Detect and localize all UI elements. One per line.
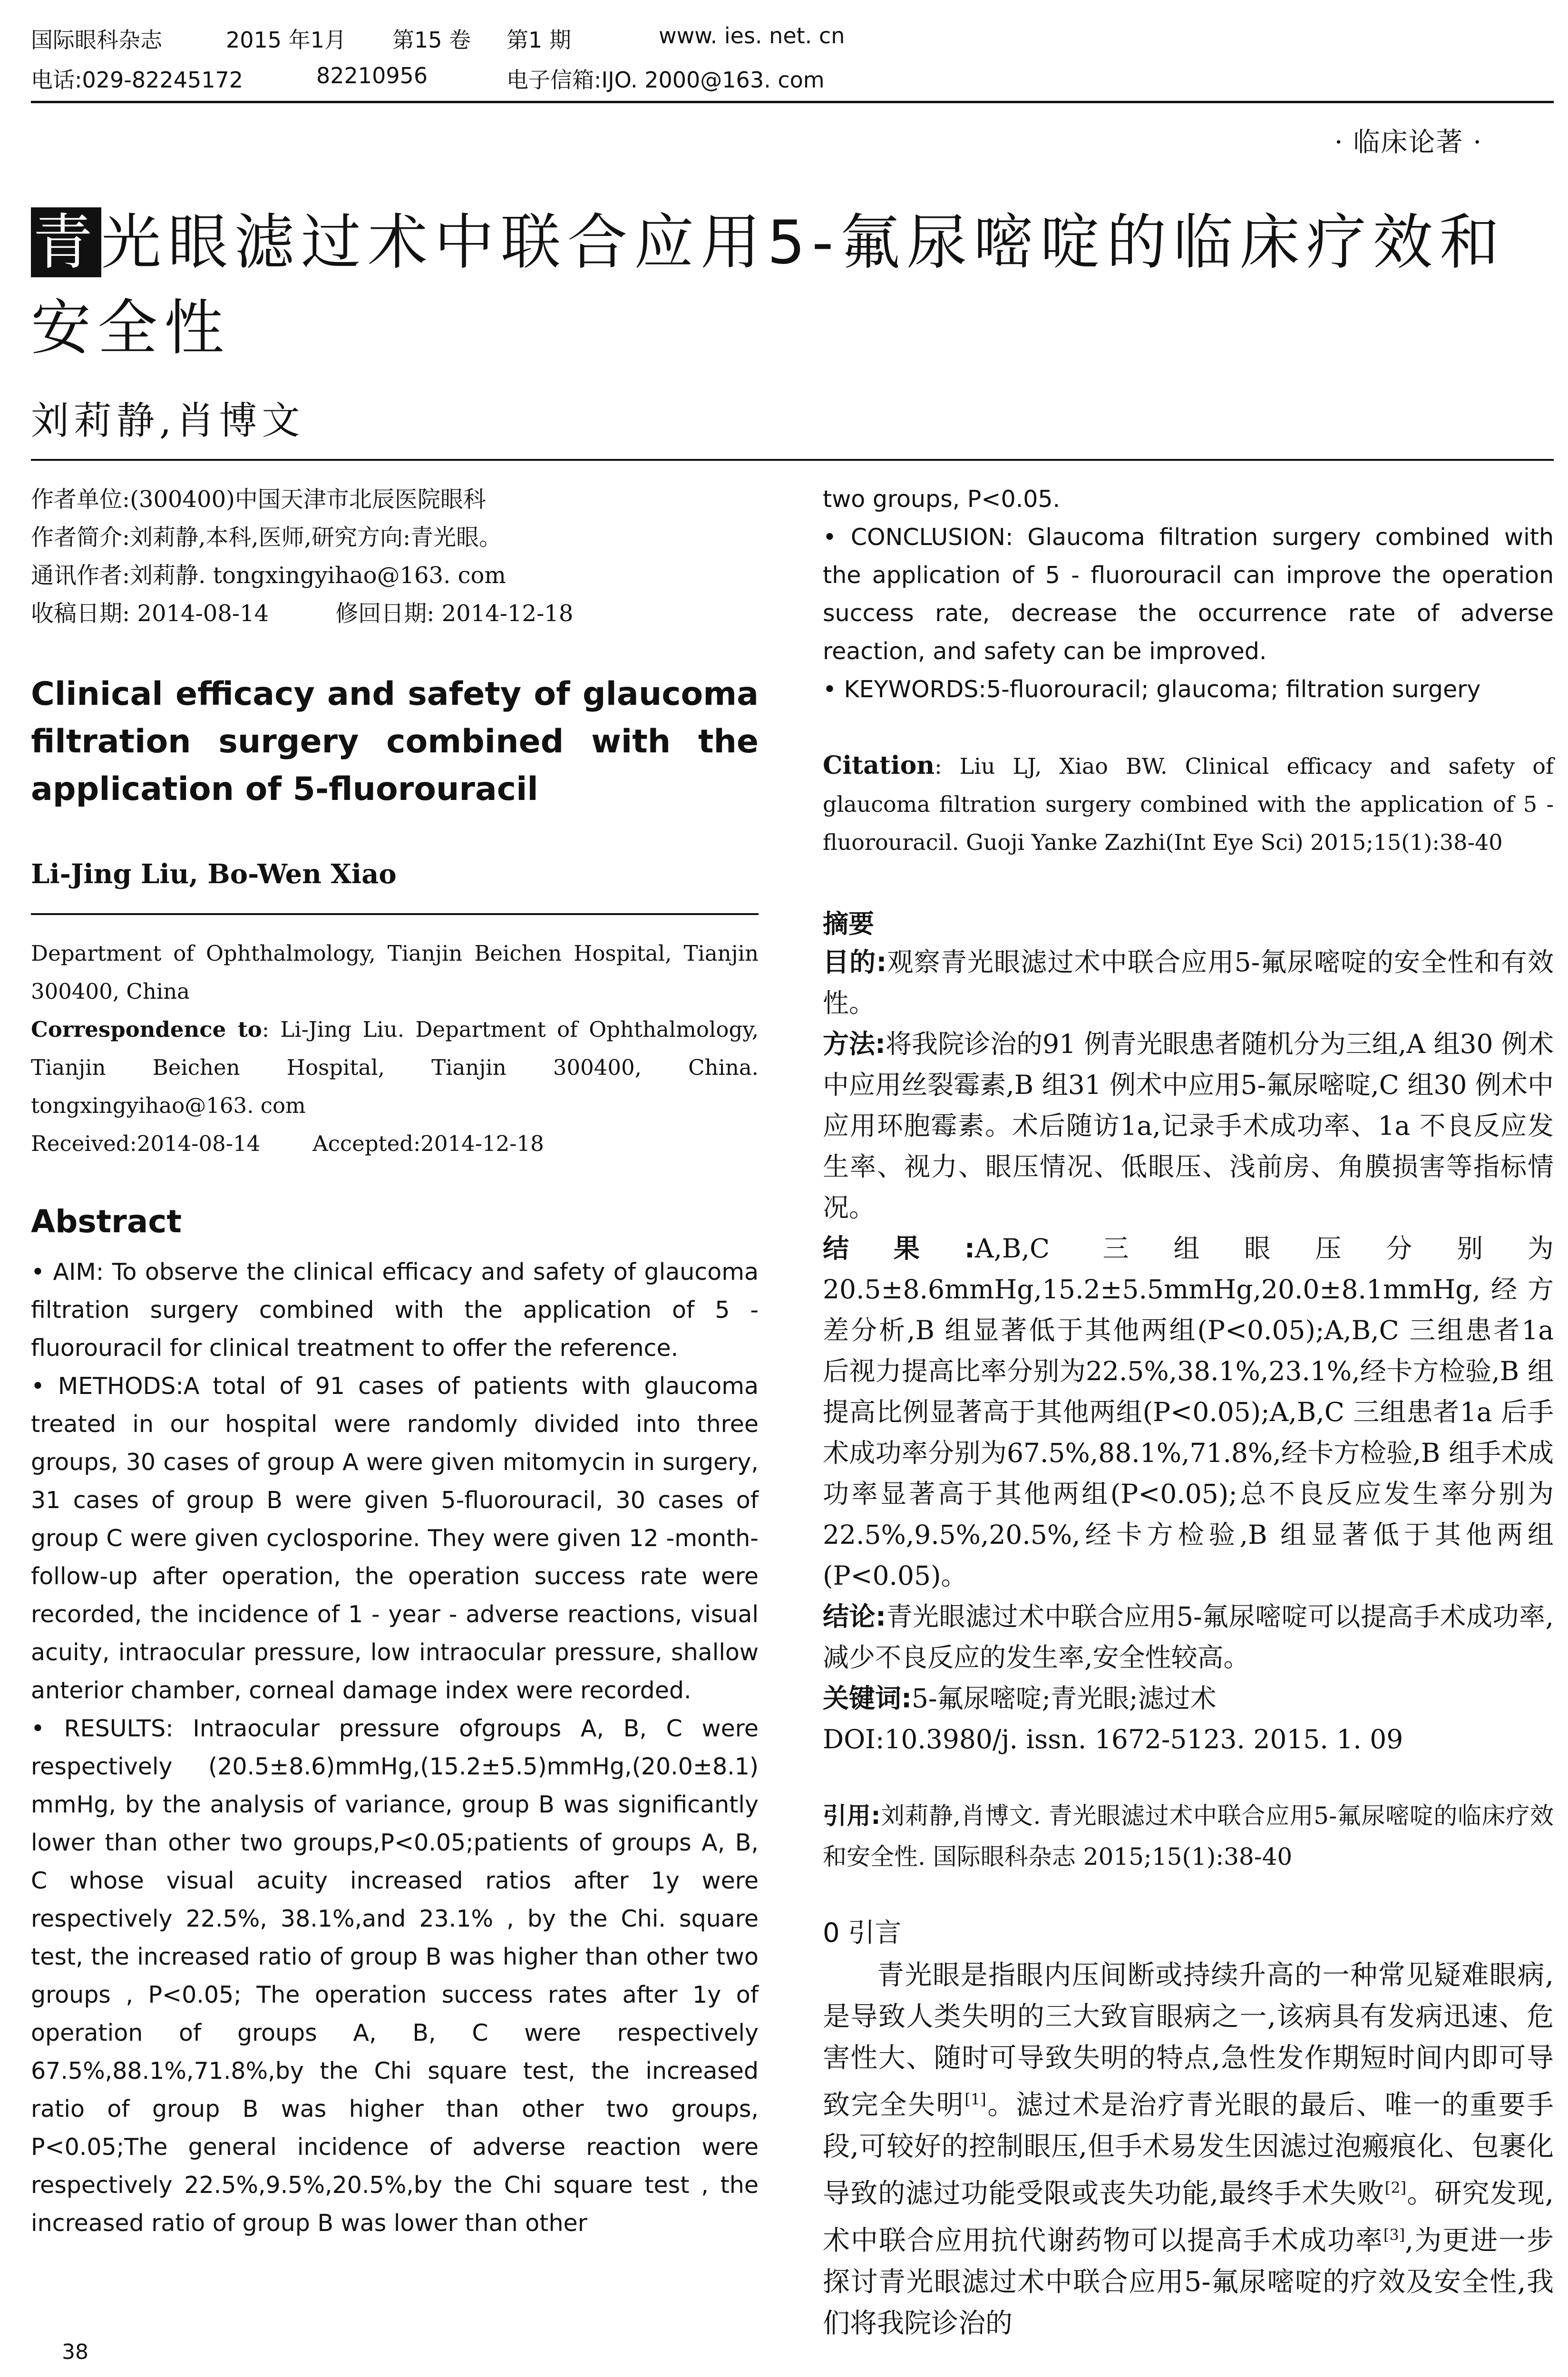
header-rule	[31, 101, 1554, 103]
cite-cn-text: 刘莉静,肖博文. 青光眼滤过术中联合应用5-氟尿嘧啶的临床疗效和安全性. 国际眼科杂志 2015;15(1):38-40	[823, 1802, 1554, 1870]
authors-rule	[31, 913, 759, 915]
english-title: Clinical efficacy and safety of glaucoma filtration surgery combined with the application of 5-fluorouracil	[31, 675, 759, 808]
title-text: 光眼滤过术中联合应用5-氟尿嘧啶的临床疗效和安全性	[31, 207, 1506, 363]
ref-2[interactable]: [2]	[1384, 2179, 1407, 2197]
intro-text-3: 。研究发现,术中联合应用抗代谢药物可以提高手术成功率	[823, 2178, 1554, 2256]
abstract-results: • RESULTS: Intraocular pressure ofgroups A, B, C were respectively (20.5±8.6)mmHg,(15.2±5.5)mmHg,(20.0±8.1) mmHg, by the analysis of variance, group B was significantly lower than other two groups,P<0.05;patients of groups A, B, C whose visual acuity increased ratios after 1y were respectively 22.5%, 38.1%,and 23.1% , by the Chi. square test, the increased ratio of group B was higher than other two groups , P<0.05; The operation success rates after 1y of operation of groups A, B, C were respectively 67.5%,88.1%,71.8%,by the Chi square test, the increased ratio of group B was higher than other two groups, P<0.05;The general incidence of adverse reaction were respectively 22.5%,9.5%,20.5%,by the Chi square test , the increased ratio of group B was lower than other	[31, 1715, 759, 2237]
cn-results	[823, 1228, 1554, 1596]
cn-methods-text: 将我院诊治的91 例青光眼患者随机分为三组,A 组30 例术中应用丝裂霉素,B 组31 例术中应用5-氟尿嘧啶,C 组30 例术中应用环胞霉素。术后随访1a,记录手术成功率、1a 不良反应发生率、视力、眼压情况、低眼压、浅前房、角膜损害等指标情况。	[823, 1029, 1554, 1223]
citation-en	[823, 747, 1554, 861]
intro-heading: 0 引言	[823, 1918, 902, 1948]
received-date-en: Received:2014-08-14	[31, 1131, 261, 1156]
cn-conclusion	[823, 1596, 1554, 1678]
abstract-aim: • AIM: To observe the clinical efficacy and safety of glaucoma filtration surgery combined with the application of 5 - fluorouracil for clinical treatment to offer the reference.	[31, 1258, 759, 1362]
cn-abstract	[823, 942, 1554, 1760]
accepted-date-en: Accepted:2014-12-18	[312, 1131, 544, 1156]
page-number: 38	[62, 2340, 88, 2364]
phone2: 82210956	[316, 63, 428, 88]
citation-text: : Liu LJ, Xiao BW. Clinical efficacy and safety of glaucoma filtration surgery combined with the application of 5 - fluorouracil. Guoji Yanke Zazhi(Int Eye Sci) 2015;15(1):38-40	[823, 753, 1554, 855]
author-info	[31, 480, 759, 633]
cn-abstract-heading: 摘要	[823, 909, 874, 939]
affiliation-en	[31, 935, 759, 1163]
section-label: · 临床论著 ·	[1334, 127, 1482, 158]
correspondence-label: Correspondence to	[31, 1017, 262, 1042]
title-drop-char: 青	[31, 207, 101, 277]
department-en: Department of Ophthalmology, Tianjin Beichen Hospital, Tianjin 300400, China	[31, 941, 759, 1004]
phone: 电话:029-82245172	[31, 67, 243, 93]
article-title	[31, 200, 1553, 371]
title-rule	[31, 459, 1554, 461]
intro-text-2: 。滤过术是治疗青光眼的最后、唯一的重要手段,可较好的控制眼压,但手术易发生因滤过泡瘢痕化、包裹化导致的滤过功能受限或丧失功能,最终手术失败	[823, 2089, 1554, 2209]
issue-number: 第1 期	[506, 27, 571, 53]
received-date-cn: 收稿日期: 2014-08-14	[31, 600, 269, 627]
abstract-keywords: • KEYWORDS:5-fluorouracil; glaucoma; filtration surgery	[823, 676, 1481, 703]
cn-methods-label: 方法:	[823, 1029, 886, 1059]
email[interactable]: 电子信箱:IJO. 2000@163. com	[506, 67, 825, 93]
cn-results-label: 结果:	[823, 1233, 975, 1264]
cn-methods	[823, 1023, 1554, 1228]
cn-conclusion-label: 结论:	[823, 1601, 886, 1632]
intro-text-1: 青光眼是指眼内压间断或持续升高的一种常见疑难眼病,是导致人类失明的三大致盲眼病之一,该病具有发病迅速、危害性大、随时可导致失明的特点,急性发作期短时间内即可导致完全失明	[823, 1959, 1554, 2121]
abstract-en-continued	[823, 480, 1554, 709]
intro-paragraph	[823, 1955, 1554, 2344]
dates-en	[31, 1125, 759, 1163]
ref-3[interactable]: [3]	[1383, 2226, 1405, 2244]
volume: 第15 卷	[392, 27, 471, 53]
cn-keywords-text: 5-氟尿嘧啶;青光眼;滤过术	[912, 1683, 1217, 1714]
abstract-methods: • METHODS:A total of 91 cases of patients with glaucoma treated in our hospital were randomly divided into three groups, 30 cases of group A were given mitomycin in surgery, 31 cases of group B were given 5-fluorouracil, 30 cases of group C were given cyclosporine. They were given 12 -month-follow-up after operation, the operation success rate were recorded, the incidence of 1 - year - adverse reactions, visual acuity, intraocular pressure, low intraocular pressure, shallow anterior chamber, corneal damage index were recorded.	[31, 1373, 759, 1704]
abstract-heading: Abstract	[31, 1203, 182, 1240]
issue-date: 2015 年1月	[226, 27, 346, 53]
ref-1[interactable]: [1]	[964, 2090, 986, 2108]
authors-cn: 刘莉静,肖博文	[31, 399, 305, 443]
english-authors: Li-Jing Liu, Bo-Wen Xiao	[31, 858, 397, 890]
journal-website[interactable]: www. ies. net. cn	[659, 23, 845, 49]
corresponding-author: 通讯作者:刘莉静. tongxingyihao@163. com	[31, 562, 506, 589]
revised-date-cn: 修回日期: 2014-12-18	[335, 600, 574, 627]
affiliation-cn: 作者单位:(300400)中国天津市北辰医院眼科	[31, 486, 486, 513]
cn-aim-text: 观察青光眼滤过术中联合应用5-氟尿嘧啶的安全性和有效性。	[823, 947, 1554, 1018]
cn-aim-label: 目的:	[823, 947, 887, 977]
cn-conclusion-text: 青光眼滤过术中联合应用5-氟尿嘧啶可以提高手术成功率,减少不良反应的发生率,安全性较高。	[823, 1601, 1554, 1673]
abstract-results-cont: two groups, P<0.05.	[823, 486, 1061, 513]
citation-cn	[823, 1795, 1554, 1877]
cn-aim	[823, 942, 1554, 1023]
abstract-conclusion: • CONCLUSION: Glaucoma filtration surgery combined with the application of 5 - fluorouracil can improve the operation success rate, decrease the occurrence rate of adverse reaction, and safety can be improved.	[823, 524, 1554, 665]
correspondence-en	[31, 1011, 759, 1125]
abstract-en	[31, 1253, 759, 2242]
doi[interactable]: DOI:10.3980/j. issn. 1672-5123. 2015. 1. 09	[823, 1724, 1403, 1754]
cite-cn-label: 引用:	[823, 1802, 881, 1830]
author-bio: 作者简介:刘莉静,本科,医师,研究方向:青光眼。	[31, 524, 502, 551]
cn-results-text: A,B,C 三组眼压分别为20.5±8.6mmHg,15.2±5.5mmHg,20.0±8.1mmHg,经方差分析,B 组显著低于其他两组(P<0.05);A,B,C 三组患者1a 后视力提高比率分别为22.5%,38.1%,23.1%,经卡方检验,B 组提高比例显著高于其他两组(P<0.05);A,B,C 三组患者1a 后手术成功率分别为67.5%,88.1%,71.8%,经卡方检验,B 组手术成功率显著高于其他两组(P<0.05);总不良反应发生率分别为22.5%,9.5%,20.5%,经卡方检验,B 组显著低于其他两组(P<0.05)。	[823, 1233, 1554, 1591]
dates-cn	[31, 594, 759, 633]
correspondence-text: : Li-Jing Liu. Department of Ophthalmology, Tianjin Beichen Hospital, Tianjin 300400, China. tongxingyihao@163. com	[31, 1017, 759, 1118]
citation-label: Citation	[823, 751, 935, 780]
journal-name: 国际眼科杂志	[31, 27, 162, 53]
intro-text-4: ,为更进一步探讨青光眼滤过术中联合应用5-氟尿嘧啶的疗效及安全性,我们将我院诊治的	[823, 2225, 1554, 2339]
cn-keywords	[823, 1678, 1554, 1719]
cn-keywords-label: 关键词:	[823, 1683, 912, 1714]
